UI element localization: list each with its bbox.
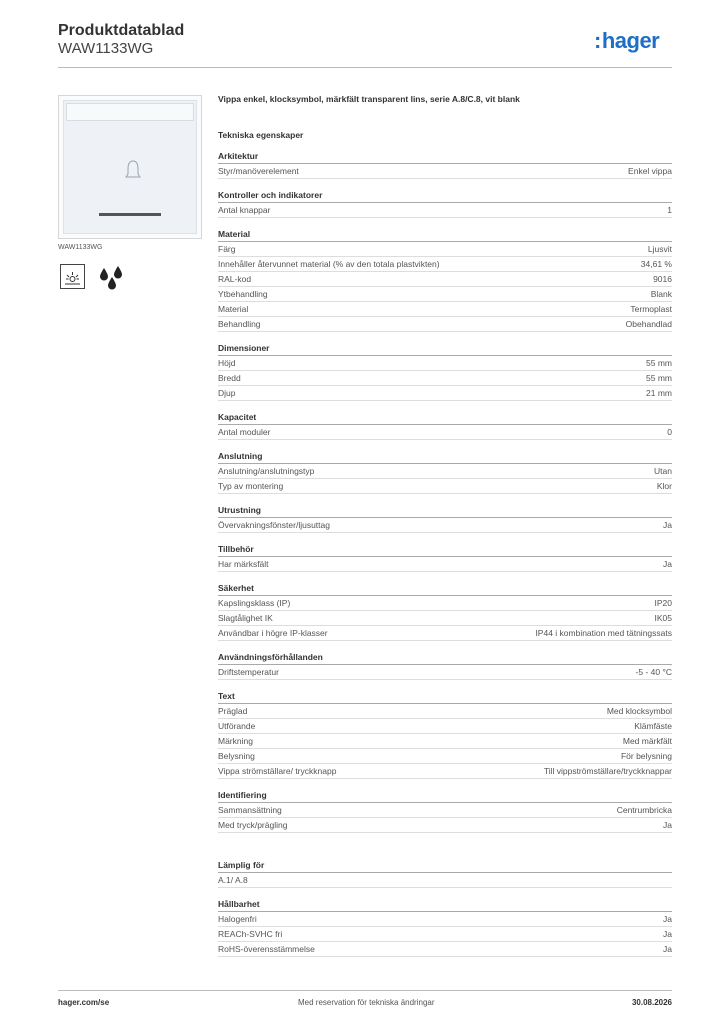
label-lens [66, 103, 194, 121]
spec-label: Användbar i högre IP-klasser [218, 628, 328, 638]
spec-value: Ja [663, 520, 672, 530]
spec-value: 9016 [653, 274, 672, 284]
spec-label: Med tryck/prägling [218, 820, 288, 830]
section-heading: Identifiering [218, 789, 672, 803]
hager-logo [594, 28, 659, 54]
spec-label: Slagtålighet IK [218, 613, 273, 623]
spec-row [218, 386, 672, 401]
section-gap [218, 179, 672, 189]
spec-value: IP44 i kombination med tätningssats [535, 628, 672, 638]
spec-value: 21 mm [646, 388, 672, 398]
spec-row [218, 942, 672, 957]
spec-row [218, 302, 672, 317]
switch-plate [63, 100, 197, 234]
spec-row [218, 611, 672, 626]
section-heading: Arkitektur [218, 150, 672, 164]
section-heading: Tillbehör [218, 543, 672, 557]
spec-label: Material [218, 304, 249, 314]
spec-value: Ja [663, 929, 672, 939]
spec-value: -5 - 40 °C [635, 667, 672, 677]
image-caption: WAW1133WG [58, 244, 103, 251]
spec-row [218, 371, 672, 386]
spec-row [218, 203, 672, 218]
spec-row [218, 464, 672, 479]
spec-value: Termoplast [630, 304, 672, 314]
spec-value: 55 mm [646, 358, 672, 368]
spec-row [218, 242, 672, 257]
section-gap [218, 779, 672, 789]
spec-row [218, 557, 672, 572]
spec-section [218, 898, 672, 967]
footer-website[interactable]: hager.com/se [58, 998, 110, 1007]
spec-value: 0 [667, 427, 672, 437]
spec-label: A.1/ A.8 [218, 875, 248, 885]
spec-value: Centrumbricka [616, 805, 672, 815]
section-heading: Lämplig för [218, 859, 672, 873]
page-title: Produktdatablad [58, 22, 185, 39]
section-heading: Text [218, 690, 672, 704]
bell-icon [123, 159, 143, 181]
spec-label: Innehåller återvunnet material (% av den totala plastvikten) [218, 259, 440, 269]
spec-label: Styr/manöverelement [218, 166, 299, 176]
water-drops-icon [98, 264, 123, 289]
spec-row [218, 479, 672, 494]
section-gap [218, 440, 672, 450]
section-gap [218, 533, 672, 543]
section-heading: Dimensioner [218, 342, 672, 356]
spec-section [218, 450, 672, 504]
spec-row [218, 873, 672, 888]
section-gap [218, 401, 672, 411]
footer-disclaimer: Med reservation för tekniska ändringar [298, 998, 435, 1007]
section-gap [218, 218, 672, 228]
spec-value: Blank [650, 289, 672, 299]
spec-section [218, 651, 672, 690]
spec-label: Behandling [218, 319, 261, 329]
spec-label: Vippa strömställare/ tryckknapp [218, 766, 337, 776]
spec-value: 34,61 % [640, 259, 672, 269]
spec-section [218, 342, 672, 411]
product-description: Vippa enkel, klocksymbol, märkfält transparent lins, serie A.8/C.8, vit blank [218, 94, 520, 104]
rocker-bar [99, 213, 161, 216]
spec-value: Klor [656, 481, 672, 491]
spec-row [218, 912, 672, 927]
spec-section [218, 582, 672, 651]
spec-label: Färg [218, 244, 236, 254]
spec-value: Ja [663, 944, 672, 954]
spec-label: Övervakningsfönster/ljusuttag [218, 520, 330, 530]
spec-section [218, 690, 672, 789]
spec-section [218, 189, 672, 228]
spec-label: Driftstemperatur [218, 667, 279, 677]
spec-label: Belysning [218, 751, 255, 761]
spec-label: Sammansättning [218, 805, 282, 815]
spec-row [218, 764, 672, 779]
spec-row [218, 803, 672, 818]
spec-label: Har märksfält [218, 559, 269, 569]
section-heading: Hållbarhet [218, 898, 672, 912]
spec-row [218, 425, 672, 440]
spec-label: Anslutning/anslutningstyp [218, 466, 315, 476]
spec-section [218, 543, 672, 582]
properties-heading: Tekniska egenskaper [218, 130, 304, 140]
spec-value: Utan [654, 466, 672, 476]
spec-section [218, 504, 672, 543]
spec-section [218, 789, 672, 843]
spec-row [218, 626, 672, 641]
spec-row [218, 164, 672, 179]
spec-label: Ytbehandling [218, 289, 268, 299]
section-heading: Kapacitet [218, 411, 672, 425]
spec-label: RoHS-överensstämmelse [218, 944, 315, 954]
spec-value: Ja [663, 820, 672, 830]
logo-mark: : [594, 28, 601, 53]
spec-value: Till vippströmställare/tryckknappar [543, 766, 672, 776]
section-heading: Användningsförhållanden [218, 651, 672, 665]
spec-section [218, 228, 672, 342]
spec-label: Bredd [218, 373, 241, 383]
spec-section [218, 843, 672, 898]
spec-value: Obehandlad [625, 319, 672, 329]
spec-row [218, 356, 672, 371]
spec-row [218, 287, 672, 302]
spec-label: Utförande [218, 721, 256, 731]
section-heading: Material [218, 228, 672, 242]
spec-label: Antal knappar [218, 205, 271, 215]
section-heading: Kontroller och indikatorer [218, 189, 672, 203]
spec-value: Med klocksymbol [606, 706, 672, 716]
product-image [58, 95, 202, 239]
spec-label: Halogenfri [218, 914, 257, 924]
spec-value: IP20 [654, 598, 672, 608]
section-gap [218, 833, 672, 843]
spec-label: Djup [218, 388, 236, 398]
section-heading: Utrustning [218, 504, 672, 518]
spec-value: 55 mm [646, 373, 672, 383]
section-gap [218, 957, 672, 967]
product-code: WAW1133WG [58, 40, 154, 57]
spec-value: För belysning [620, 751, 672, 761]
logo-text: hager [601, 28, 660, 53]
spec-row [218, 704, 672, 719]
spec-value: Med märkfält [622, 736, 672, 746]
spec-row [218, 518, 672, 533]
section-heading: Säkerhet [218, 582, 672, 596]
spec-value: Enkel vippa [628, 166, 672, 176]
spec-content [218, 94, 672, 967]
spec-label: Antal moduler [218, 427, 271, 437]
spec-label: RAL-kod [218, 274, 252, 284]
spec-label: Typ av montering [218, 481, 284, 491]
section-heading: Anslutning [218, 450, 672, 464]
section-gap [218, 680, 672, 690]
spec-section [218, 411, 672, 450]
spec-value: Ljusvit [647, 244, 672, 254]
spec-row [218, 665, 672, 680]
header-divider [58, 67, 672, 68]
spec-value: Ja [663, 914, 672, 924]
spec-row [218, 927, 672, 942]
footer-date: 30.08.2026 [631, 998, 672, 1007]
spec-row [218, 818, 672, 833]
section-gap [218, 888, 672, 898]
spec-label: Märkning [218, 736, 253, 746]
spec-value: IK05 [654, 613, 672, 623]
spec-row [218, 734, 672, 749]
section-gap [218, 572, 672, 582]
spec-label: Präglad [218, 706, 248, 716]
section-gap [218, 332, 672, 342]
section-gap [218, 641, 672, 651]
section-spacer [218, 843, 672, 859]
spec-row [218, 719, 672, 734]
spec-row [218, 317, 672, 332]
spec-label: Höjd [218, 358, 236, 368]
footer-divider [58, 990, 672, 991]
spec-row [218, 596, 672, 611]
spec-section [218, 150, 672, 189]
illuminated-switch-icon [60, 264, 85, 289]
spec-row [218, 749, 672, 764]
section-gap [218, 494, 672, 504]
spec-value: Ja [663, 559, 672, 569]
spec-sections [218, 150, 672, 967]
spec-value: Klämfäste [634, 721, 672, 731]
spec-row [218, 272, 672, 287]
spec-label: Kapslingsklass (IP) [218, 598, 291, 608]
spec-row [218, 257, 672, 272]
spec-label: REACh-SVHC fri [218, 929, 283, 939]
spec-value: 1 [667, 205, 672, 215]
